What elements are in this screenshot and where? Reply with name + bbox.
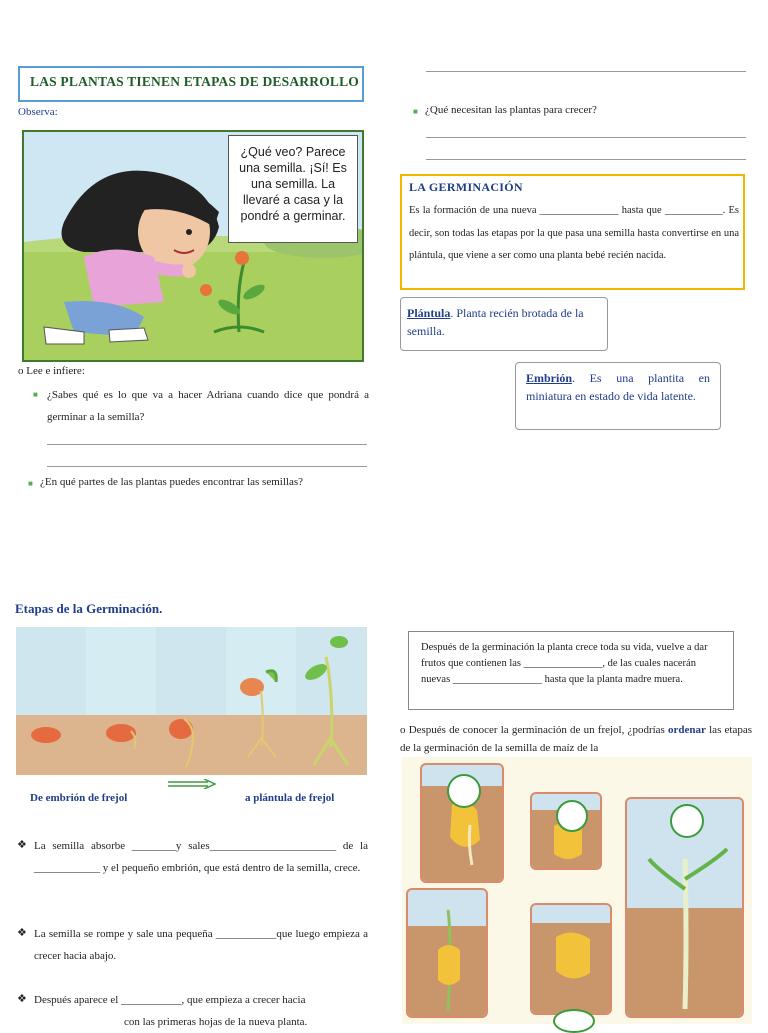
corn-stage-panel [625, 797, 744, 1018]
germinacion-box [400, 174, 745, 290]
bullet-icon: ■ [33, 390, 38, 399]
diamond-bullet-icon: ❖ [17, 927, 27, 939]
arrow-right-icon [168, 776, 216, 786]
stage-2-text: La semilla se rompe y sale una pequeña ___________que luego empieza a crecer hacia abajo. [34, 928, 368, 962]
question-3: ¿Qué necesitan las plantas para crecer? [425, 104, 597, 116]
question-2: ¿En qué partes de las plantas puedes encontrar las semillas? [40, 476, 303, 488]
plantula-callout [400, 297, 608, 351]
answer-line[interactable] [426, 137, 746, 138]
question-1: ¿Sabes qué es lo que va a hacer Adriana cuando dice que pondrá a germinar a la semilla? [47, 389, 369, 423]
bullet-icon: ■ [28, 479, 33, 488]
stage-3-text-cont: con las primeras hojas de la nueva planta. [124, 1016, 308, 1028]
answer-line[interactable] [426, 71, 746, 72]
lee-infiere-label: o Lee e infiere: [18, 365, 85, 377]
bullet-icon: ■ [413, 107, 418, 116]
ordenar-instruction [400, 721, 752, 757]
diamond-bullet-icon: ❖ [17, 993, 27, 1005]
germinacion-text: Es la formación de una nueva _______________ hasta que ___________. Es decir, son todas las etapas por la que pasa una semilla hasta convertirse en una plántula, que viene a ser como una planta bebé recién nacida. [409, 205, 739, 261]
ordenar-bold: ordenar [668, 724, 706, 736]
speech-bubble: ¿Qué veo? Parece una semilla. ¡Sí! Es una semilla. La llevaré a casa y la pondré a germinar. [228, 135, 358, 243]
number-circle[interactable] [553, 1009, 595, 1033]
embrion-def: . Es una plantita en miniatura en estado de vida latente. [526, 371, 710, 403]
embrion-callout [515, 362, 721, 430]
etapas-title: Etapas de la Germinación. [15, 601, 163, 616]
corn-stage-panel [530, 792, 602, 870]
ordenar-pre: o Después de conocer la germinación de un frejol, ¿podrías [400, 724, 665, 736]
corn-stage-panel [530, 903, 612, 1015]
germinacion-title: LA GERMINACIÓN [409, 180, 523, 194]
embrion-term: Embrión [526, 371, 573, 385]
answer-line[interactable] [426, 159, 746, 160]
page-title: LAS PLANTAS TIENEN ETAPAS DE DESARROLLO [30, 74, 359, 89]
bean-germination-illustration [16, 627, 367, 775]
observa-label: Observa: [18, 106, 58, 118]
plantula-term: Plántula [407, 306, 451, 320]
ordenar-post: las etapas de la germinación de la semilla de maíz de la [400, 724, 753, 754]
answer-line[interactable] [47, 466, 367, 467]
stage-1-text: La semilla absorbe ________y sales_______________________ de la ____________ y el pequeño embrión, que está dentro de la semilla, crece. [34, 840, 368, 874]
plantula-def: . Planta recién brotada de la semilla. [407, 306, 584, 338]
caption-left: De embrión de frejol [30, 792, 128, 804]
answer-line[interactable] [47, 444, 367, 445]
title-box [18, 66, 364, 102]
corn-stage-panel [406, 888, 488, 1018]
after-germination-box: Después de la germinación la planta crece toda su vida, vuelve a dar frutos que contienen las _______________, de las cuales nacerán nuevas _________________ hasta que la planta madre muera. [408, 631, 734, 710]
caption-right: a plántula de frejol [245, 792, 335, 804]
stage-3-text: Después aparece el ___________, que empieza a crecer hacia [34, 994, 306, 1006]
corn-stage-panel [420, 763, 504, 883]
diamond-bullet-icon: ❖ [17, 839, 27, 851]
